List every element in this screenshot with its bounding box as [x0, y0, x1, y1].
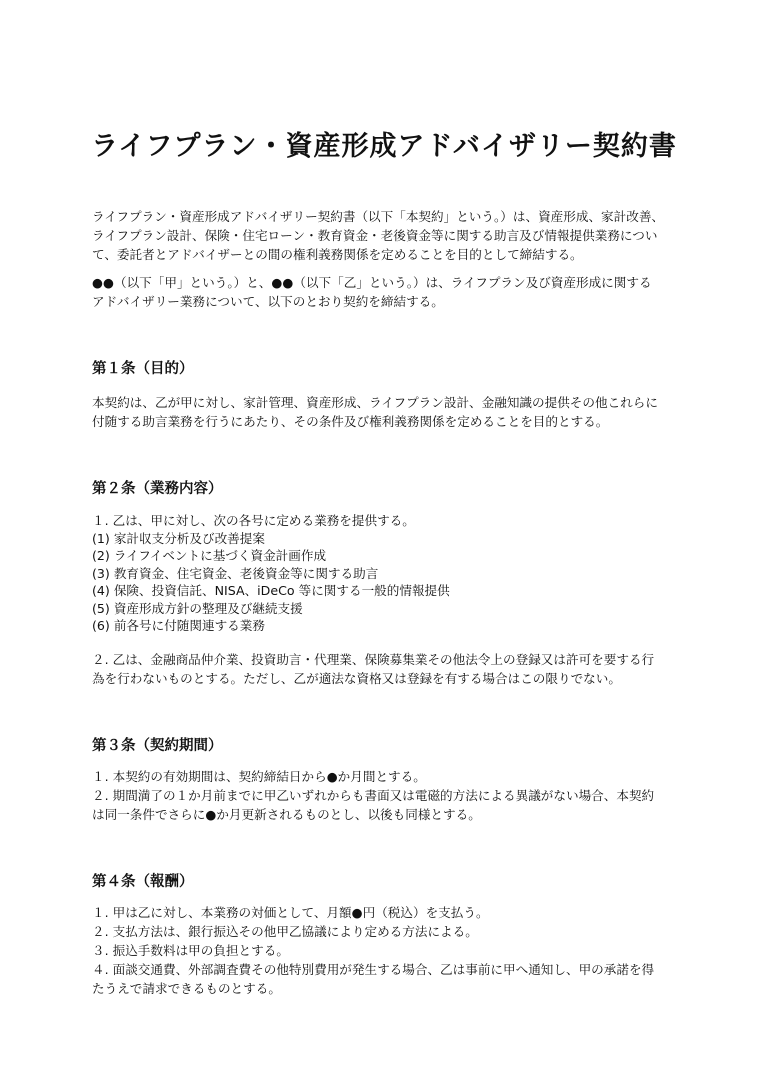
article-heading: 第１条（目的）: [92, 361, 194, 377]
article-1-body: [92, 393, 688, 431]
intro-paragraph-1: [92, 207, 688, 264]
text-line: １. 甲は乙に対し、本業務の対価として、月額●円（税込）を支払う。: [92, 905, 489, 920]
article-heading: 第４条（報酬）: [92, 874, 194, 890]
article-2-heading: [92, 477, 688, 498]
text-line: 為を行わないものとする。ただし、乙が適法な資格又は登録を有する場合はこの限りでない。: [92, 671, 621, 686]
text-line: ４. 面談交通費、外部調査費その他特別費用が発生する場合、乙は事前に甲へ通知し、甲の承諾を得: [92, 962, 655, 977]
article-2-body-2: [92, 650, 688, 688]
article-3-heading: [92, 734, 688, 755]
list-item: (5) 資産形成方針の整理及び継続支援: [92, 600, 303, 616]
document-title: ライフプラン・資産形成アドバイザリー契約書: [91, 131, 677, 162]
list-item: (4) 保険、投資信託、NISA、iDeCo 等に関する一般的情報提供: [92, 583, 450, 598]
article-2-body-1: [92, 512, 688, 635]
text-line: ２. 乙は、金融商品仲介業、投資助言・代理業、保険募集業その他法令上の登録又は許可を要する行: [92, 652, 655, 667]
text-line: ライフプラン設計、保険・住宅ローン・教育資金・老後資金等に関する助言及び情報提供業務につい: [92, 228, 658, 243]
text-line: ２. 期間満了の１か月前までに甲乙いずれからも書面又は電磁的方法による異議がない場合、本契約: [92, 788, 655, 803]
list-item: (2) ライフイベントに基づく資金計画作成: [92, 548, 327, 563]
text-line: １. 乙は、甲に対し、次の各号に定める業務を提供する。: [92, 513, 415, 528]
article-3-body: [92, 767, 688, 824]
text-line: 本契約は、乙が甲に対し、家計管理、資産形成、ライフプラン設計、金融知識の提供その他これらに: [92, 395, 658, 410]
text-line: １. 本契約の有効期間は、契約締結日から●か月間とする。: [92, 769, 426, 784]
text-line: ●●（以下「甲」という。）と、●●（以下「乙」という。）は、ライフプラン及び資産形成に関する: [92, 275, 652, 290]
list-item: (6) 前各号に付随関連する業務: [92, 618, 265, 633]
article-heading: 第２条（業務内容）: [92, 481, 223, 497]
intro-paragraph-2: [92, 273, 688, 311]
article-4-body: [92, 903, 688, 998]
list-item: (1) 家計収支分析及び改善提案: [92, 530, 265, 546]
article-4-heading: [92, 870, 688, 891]
text-line: は同一条件でさらに●か月更新されるものとし、以後も同様とする。: [92, 807, 481, 822]
text-line: アドバイザリー業務について、以下のとおり契約を締結する。: [92, 294, 444, 309]
text-line: たうえで請求できるものとする。: [92, 981, 281, 996]
list-item: (3) 教育資金、住宅資金、老後資金等に関する助言: [92, 565, 379, 581]
text-line: 付随する助言業務を行うにあたり、その条件及び権利義務関係を定めることを目的とする。: [92, 414, 609, 429]
text-line: ２. 支払方法は、銀行振込その他甲乙協議により定める方法による。: [92, 924, 478, 939]
text-line: ３. 振込手数料は甲の負担とする。: [92, 943, 289, 958]
text-line: て、委託者とアドバイザーとの間の権利義務関係を定めることを目的として締結する。: [92, 247, 583, 262]
article-1-heading: [92, 357, 688, 378]
article-heading: 第３条（契約期間）: [92, 738, 223, 754]
text-line: ライフプラン・資産形成アドバイザリー契約書（以下「本契約」という。）は、資産形成、家計改善、: [92, 209, 665, 224]
